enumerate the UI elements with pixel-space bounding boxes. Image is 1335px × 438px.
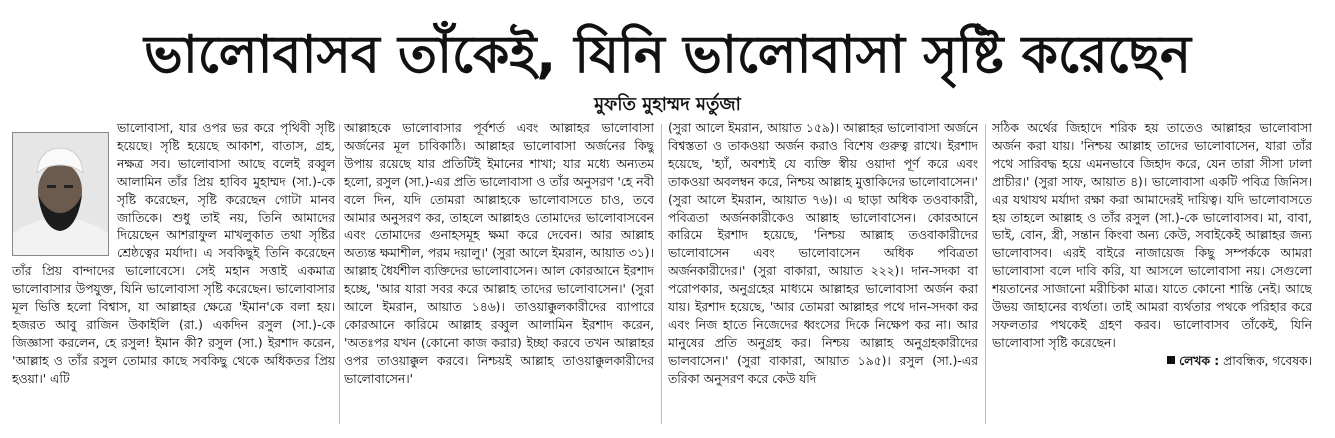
footnote-label: লেখক : (1179, 353, 1220, 368)
article-column-4 (992, 120, 1312, 432)
square-bullet-icon (1167, 356, 1175, 364)
column-divider (985, 124, 986, 424)
article-column-3 (668, 120, 978, 432)
column-divider (339, 124, 340, 424)
article-column-2 (344, 120, 654, 432)
column-2-text: আল্লাহকে ভালোবাসার পূর্বশর্ত এবং আল্লাহর ভালোবাসা অর্জনের মূল চাবিকাঠি। আল্লাহর ভালোবাসা অর্জনের কিছু উপায় রয়েছে যার প্রতিটিই ইমানের শাখা; যার মধ্যে অন্যতম হলো, রসুল (সা.)-এর প্রতি ভালোবাসা ও তাঁর অনুসরণ 'হে নবী বলে দিন, যদি তোমরা আল্লাহকে ভালোবাসতে চাও, তবে আমার অনুসরণ কর, তাহলে আল্লাহও তোমাদের ভালোবাসবেন এবং তোমাদের গুনাহসমূহ ক্ষমা করে দেবেন। আর আল্লাহ অত্যন্ত ক্ষমাশীল, পরম দয়ালু।' (সুরা আলে ইমরান, আয়াত ৩১)। আল্লাহ ধৈর্যশীল ব্যক্তিদের ভালোবাসেন। আল কোরআনে ইরশাদ হচ্ছে, 'আর যারা সবর করে আল্লাহ তাদের ভালোবাসেন।' (সুরা আলে ইমরান, আয়াত ১৪৬)। তাওয়াক্কুলকারীদের ব্যাপারে কোরআনে কারিমে আল্লাহ রব্বুল আলামিন ইরশাদ করেন, 'অতঃপর যখন (কোনো কাজ করার) ইচ্ছা করবে তখন আল্লাহর ওপর তাওয়াক্কুল করবে। নিশ্চয়ই আল্লাহ তাওয়াক্কুলকারীদের ভালোবাসেন।' (344, 121, 654, 386)
footnote-text: প্রাবন্ধিক, গবেষক। (1223, 353, 1312, 368)
column-1-text: ভালোবাসা, যার ওপর ভর করে পৃথিবী সৃষ্টি হয়েছে। সৃষ্টি হয়েছে আকাশ, বাতাস, গ্রহ, নক্ষত্র সব। ভালোবাসা আছে বলেই রব্বুল আলামিন তাঁর প্রিয় হাবিব মুহাম্মদ (সা.)-কে সৃষ্টি করেছেন, সৃষ্টি করেছেন গোটা মানব জাতিকে। শুধু তাই নয়, তিনি আমাদের দিয়েছেন আশরাফুল মাখলুকাত তথা সৃষ্টির শ্রেষ্ঠত্বের মর্যাদা। এ সবকিছুই তিনি করেছেন তাঁর প্রিয় বান্দাদের ভালোবেসে। সেই মহান সত্তাই একমাত্র ভালোবাসার উপযুক্ত, যিনি ভালোবাসা সৃষ্টি করেছেন। ভালোবাসার মূল ভিত্তি হলো বিশ্বাস, যা আল্লাহর ক্ষেত্রে 'ইমান'কে বলা হয়। হজরত আবু রাজিন উকাইলি (রা.) একদিন রসুল (সা.)-কে জিজ্ঞাসা করলেন, হে রসুল! ইমান কী? রসুল (সা.) ইরশাদ করেন, 'আল্লাহ ও তাঁর রসুল তোমার কাছে সবকিছু থেকে অধিকতর প্রিয় হওয়া।' এটি (12, 121, 335, 386)
column-divider (661, 124, 662, 424)
column-3-text: (সুরা আলে ইমরান, আয়াত ১৫৯)। আল্লাহর ভালোবাসা অর্জনে বিশ্বস্ততা ও তাকওয়া অর্জন করাও বিশেষ গুরুত্ব রাখে। ইরশাদ হয়েছে, 'হ্যাঁ, অবশ্যই যে ব্যক্তি স্বীয় ওয়াদা পূর্ণ করে এবং তাকওয়া অবলম্বন করে, নিশ্চয় আল্লাহ মুত্তাকিদের ভালোবাসেন।' (সুরা আলে ইমরান, আয়াত ৭৬)। এ ছাড়া অধিক তওবাকারী, পবিত্রতা অর্জনকারীকেও আল্লাহ ভালোবাসেন। কোরআনে কারিমে ইরশাদ হয়েছে, 'নিশ্চয় আল্লাহ তওবাকারীদের ভালোবাসেন এবং ভালোবাসেন অধিক পবিত্রতা অর্জনকারীদের।' (সুরা বাকারা, আয়াত ২২২)। দান-সদকা বা পরোপকার, অনুগ্রহের মাধ্যমে আল্লাহর ভালোবাসা অর্জন করা যায়। ইরশাদ হয়েছে, 'আর তোমরা আল্লাহর পথে দান-সদকা কর এবং নিজ হাতে নিজেদের ধ্বংসের দিকে নিক্ষেপ কর না। আর মানুষের প্রতি অনুগ্রহ কর। নিশ্চয় আল্লাহ অনুগ্রহকারীদের ভালবাসেন।' (সুরা বাকারা, আয়াত ১৯৫)। রসুল (সা.)-এর তরিকা অনুসরণ করে কেউ যদি (668, 121, 978, 386)
column-4-text: সঠিক অর্থের জিহাদে শরিক হয় তাতেও আল্লাহর ভালোবাসা অর্জন করা যায়। 'নিশ্চয় আল্লাহ তাদের ভালোবাসেন, যারা তাঁর পথে সারিবদ্ধ হয়ে এমনভাবে জিহাদ করে, যেন তারা সীসা ঢালা প্রাচীর।' (সুরা সাফ, আয়াত ৪)। ভালোবাসা একটি পবিত্র জিনিস। এর যথাযথ মর্যাদা রক্ষা করা আমাদেরই দায়িত্ব। যদি ভালোবাসতে হয় তাহলে আল্লাহ ও তাঁর রসুল (সা.)-কে ভালোবাসব। মা, বাবা, ভাই, বোন, স্ত্রী, সন্তান কিংবা অন্য কেউ, সবাইকেই আল্লাহর জন্য ভালোবাসব। এরই বাইরে নাজায়েজ কিছু সম্পর্ককে আমরা ভালোবাসা বলে দাবি করি, যা আসলে ভালোবাসা নয়। সেগুলো শয়তানের সাজানো মরীচিকা মাত্র। যাতে কোনো শান্তি নেই। আছে উভয় জাহানের ব্যর্থতা। তাই আমরা ব্যর্থতার পথকে পরিহার করে সফলতার পথকেই গ্রহণ করব। ভালোবাসব তাঁকেই, যিনি ভালোবাসা সৃষ্টি করেছেন। (992, 121, 1312, 350)
author-photo (12, 132, 109, 256)
article-headline: ভালোবাসব তাঁকেই, যিনি ভালোবাসা সৃষ্টি করেছেন (143, 25, 1191, 85)
article-column-1 (12, 120, 335, 432)
author-footnote (992, 353, 1312, 371)
author-byline: মুফতি মুহাম্মদ মর্তুজা (594, 94, 741, 115)
